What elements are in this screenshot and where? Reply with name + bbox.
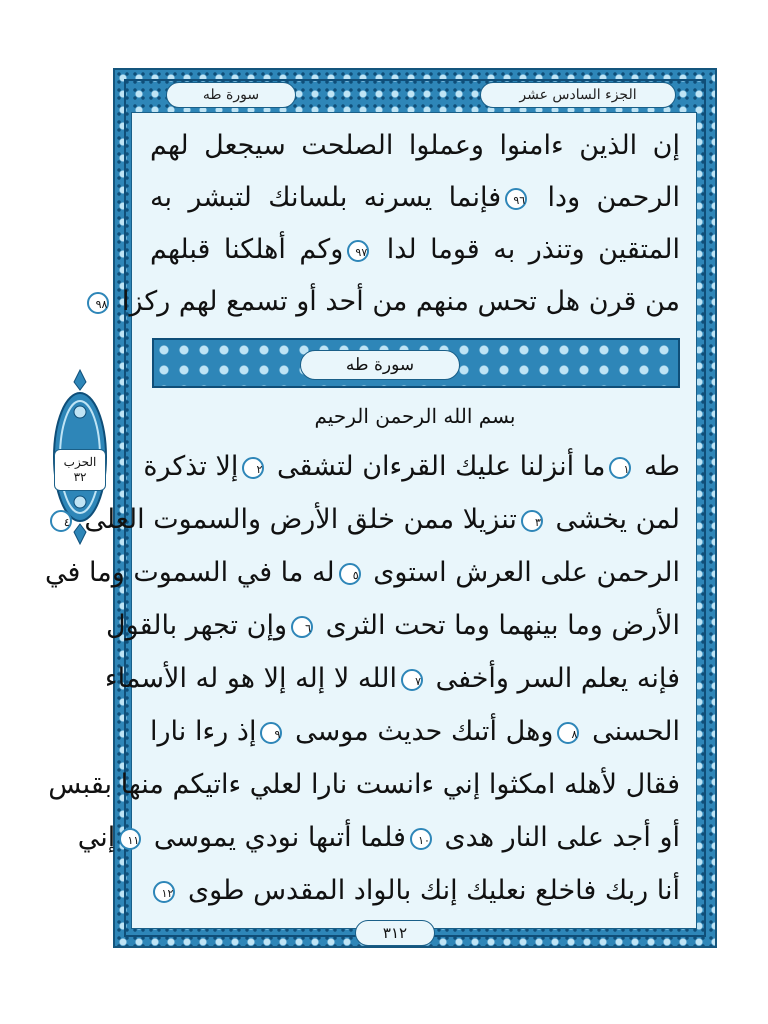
verse-line [63, 496, 680, 544]
verse-text: أو أجد على النار هدى [435, 822, 680, 853]
ayah-number-marker: ٧ [401, 669, 423, 691]
verse-text: إذ رءا نارا [150, 716, 257, 747]
ayah-number-marker: ٦ [291, 616, 313, 638]
page-number: ٣١٢ [355, 920, 435, 946]
verse-text: له ما في السموت وما في [45, 557, 335, 588]
verse-text: إن الذين ءامنوا وعملوا الصلحت سيجعل لهم [150, 130, 680, 161]
verse-line [150, 708, 680, 756]
verse-text: فإنما يسرنه بلسانك لتبشر به [150, 182, 502, 213]
verse-text: فلما أتىها نودي يموسى [145, 822, 406, 853]
ayah-number-marker: ٢ [242, 457, 264, 479]
ayah-number-marker: ٥ [339, 563, 361, 585]
ayah-number-marker: ٤ [50, 510, 72, 532]
ayah-number-marker: ١ [609, 457, 631, 479]
verse-text: فقال لأهله امكثوا إني ءانست نارا لعلي ءاتيكم منها بقبس [48, 769, 680, 800]
verse-text: إني [77, 822, 116, 853]
ayah-number-marker: ٨ [557, 722, 579, 744]
verse-text: تنزيلا ممن خلق الأرض والسموت العلى [75, 504, 517, 535]
hizb-label-text: الحزب [63, 455, 97, 469]
ayah-number-marker: ١٠ [410, 828, 432, 850]
verse-line [95, 278, 680, 326]
verse-line [45, 549, 680, 597]
surah-header-label: سورة طه [166, 82, 296, 108]
verse-text: طه [635, 451, 680, 482]
verse-line [150, 122, 680, 170]
verse-line [104, 655, 680, 703]
ayah-number-marker: ٩٦ [505, 188, 527, 210]
verse-text: الأرض وما بينهما وما تحت الثرى [317, 610, 680, 641]
verse-text: الرحمن على العرش استوى [364, 557, 680, 588]
verse-text: من قرن هل تحس منهم من أحد أو تسمع لهم ركزا [113, 286, 680, 317]
verse-line [143, 443, 680, 491]
verse-text: فإنه يعلم السر وأخفى [426, 663, 680, 694]
ayah-number-marker: ٩٧ [347, 240, 369, 262]
juz-label: الجزء السادس عشر [480, 82, 676, 108]
verse-line [48, 761, 680, 809]
verse-text: وكم أهلكنا قبلهم [150, 234, 344, 265]
verse-text: إلا تذكرة [143, 451, 239, 482]
ayah-number-marker: ١٢ [153, 881, 175, 903]
verse-text: وهل أتىك حديث موسى [286, 716, 554, 747]
verse-text: لمن يخشى [546, 504, 680, 535]
verse-line [150, 867, 680, 915]
surah-title: سورة طه [300, 350, 460, 380]
ayah-number-marker: ٣ [521, 510, 543, 532]
ayah-number-marker: ٩٨ [87, 292, 109, 314]
verse-line [106, 602, 680, 650]
verse-text: ما أنزلنا عليك القرءان لتشقى [268, 451, 606, 482]
verse-text: أنا ربك فاخلع نعليك إنك بالواد المقدس طوى [179, 875, 680, 906]
verse-text: الرحمن ودا [531, 182, 680, 213]
verse-text: المتقين وتنذر به قوما لدا [373, 234, 680, 265]
verse-text: الله لا إله إلا هو له الأسماء [104, 663, 397, 694]
hizb-label [54, 449, 106, 491]
verse-line [150, 174, 680, 222]
hizb-number: ٣٢ [73, 470, 87, 484]
basmala: بسم الله الرحمن الرحيم [314, 404, 516, 428]
ayah-number-marker: ٩ [260, 722, 282, 744]
verse-line [150, 226, 680, 274]
ayah-number-marker: ١١ [119, 828, 141, 850]
verse-text: وإن تجهر بالقول [106, 610, 288, 641]
verse-text: الحسنى [583, 716, 680, 747]
verse-line [77, 814, 680, 862]
